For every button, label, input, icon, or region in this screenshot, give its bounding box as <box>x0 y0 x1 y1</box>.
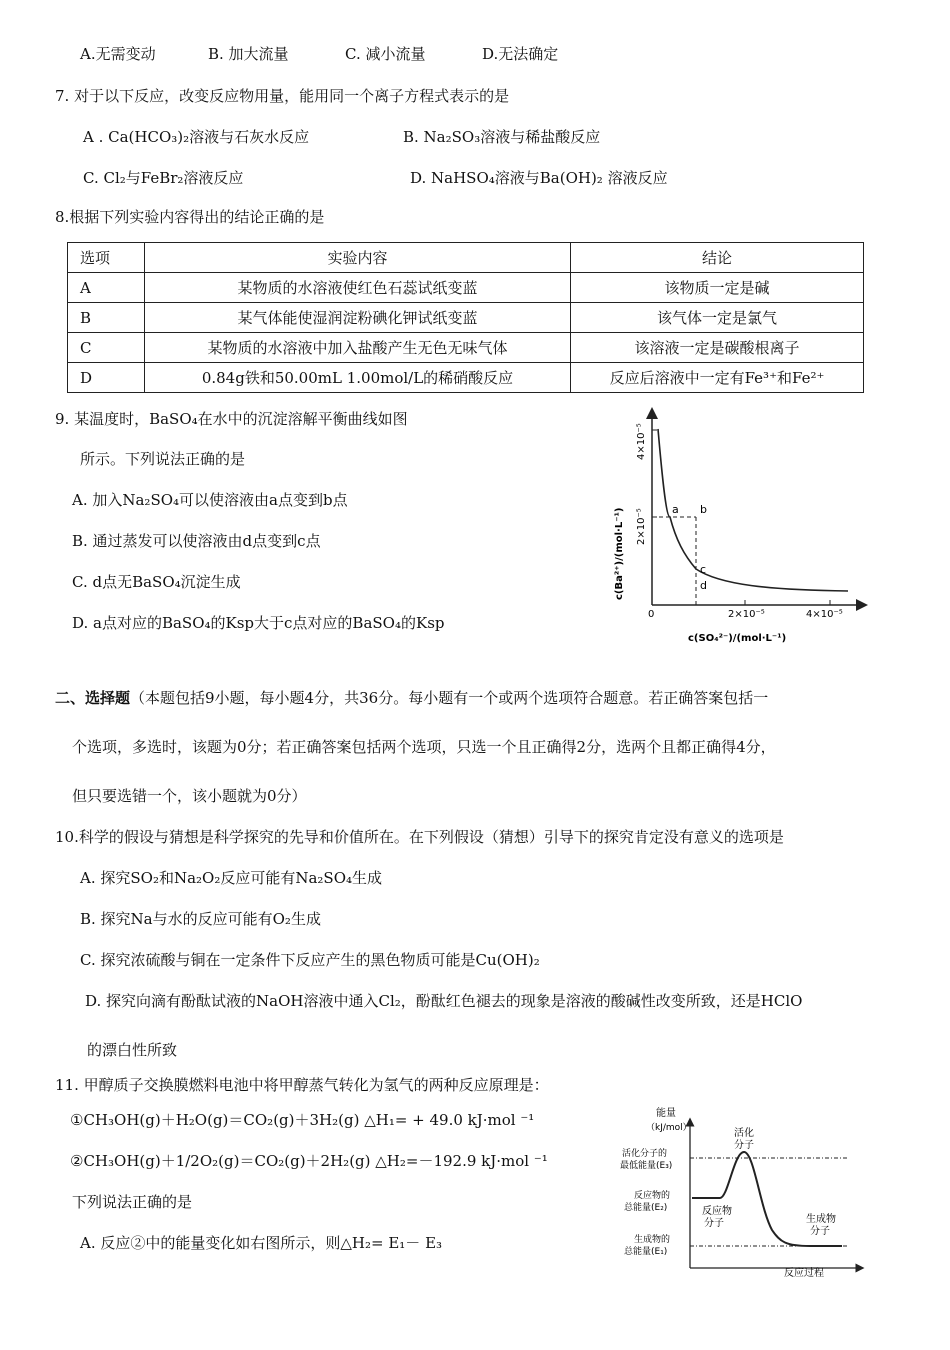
point-d-label: d <box>700 579 707 592</box>
q9-stem-line1: 9. 某温度时，BaSO₄在水中的沉淀溶解平衡曲线如图 <box>55 410 408 428</box>
cell-option: A <box>68 273 145 303</box>
e3-label: 最低能量(E₃) <box>620 1161 673 1171</box>
q7-option-b: B. Na₂SO₃溶液与稀盐酸反应 <box>403 128 601 146</box>
q10-option-d-line2: 的漂白性所致 <box>87 1041 178 1059</box>
q11-ask: 下列说法正确的是 <box>72 1193 193 1211</box>
section2-line1 <box>55 688 768 708</box>
q6-option-c: C. 减小流量 <box>345 45 426 63</box>
q6-option-b: B. 加大流量 <box>208 45 289 63</box>
cell-experiment: 某物质的水溶液中加入盐酸产生无色无味气体 <box>145 333 571 363</box>
q6-option-a: A.无需变动 <box>80 45 156 63</box>
cell-experiment: 某物质的水溶液使红色石蕊试纸变蓝 <box>145 273 571 303</box>
cell-option: C <box>68 333 145 363</box>
section2-instructions: （本题包括9小题，每小题4分，共36分。每小题有一个或两个选项符合题意。若正确答案包括一 <box>130 689 769 707</box>
q7-option-d: D. NaHSO₄溶液与Ba(OH)₂ 溶液反应 <box>410 169 668 187</box>
point-a-label: a <box>672 503 679 516</box>
y-axis-label: 能量 <box>656 1108 676 1119</box>
q10-option-d-line1: D. 探究向滴有酚酞试液的NaOH溶液中通入Cl₂，酚酞红色褪去的现象是溶液的酸碱性改变所致，还是HClO <box>85 992 803 1010</box>
q8-stem: 8.根据下列实验内容得出的结论正确的是 <box>55 208 325 226</box>
reactant-label: 分子 <box>704 1218 724 1229</box>
q7-option-c: C. Cl₂与FeBr₂溶液反应 <box>83 169 244 187</box>
cell-option: D <box>68 363 145 393</box>
cell-conclusion: 反应后溶液中一定有Fe³⁺和Fe²⁺ <box>571 363 864 393</box>
q9-solubility-chart <box>600 405 870 650</box>
table-row <box>68 303 864 333</box>
q9-stem-line2: 所示。下列说法正确的是 <box>80 450 246 468</box>
y-axis-label: c(Ba²⁺)/(mol·L⁻¹) <box>614 507 625 600</box>
q10-option-c: C. 探究浓硫酸与铜在一定条件下反应产生的黑色物质可能是Cu(OH)₂ <box>80 951 540 969</box>
e2-label: 总能量(E₂) <box>624 1203 668 1213</box>
q8-table <box>67 242 864 393</box>
q9-option-b: B. 通过蒸发可以使溶液由d点变到c点 <box>72 532 321 550</box>
point-c-label: c <box>700 563 707 576</box>
q9-option-a: A. 加入Na₂SO₄可以使溶液由a点变到b点 <box>72 491 348 509</box>
cell-conclusion: 该物质一定是碱 <box>571 273 864 303</box>
cell-conclusion: 该溶液一定是碳酸根离子 <box>571 333 864 363</box>
q10-option-b: B. 探究Na与水的反应可能有O₂生成 <box>80 910 321 928</box>
cell-experiment: 0.84g铁和50.00mL 1.00mol/L的稀硝酸反应 <box>145 363 571 393</box>
y-axis-unit: （kJ/mol） <box>646 1123 692 1133</box>
section2-line3: 但只要选错一个，该小题就为0分） <box>72 787 307 805</box>
cell-conclusion: 该气体一定是氯气 <box>571 303 864 333</box>
q9-option-d: D. a点对应的BaSO₄的Ksp大于c点对应的BaSO₄的Ksp <box>72 614 445 632</box>
solubility-curve <box>658 429 848 591</box>
e1-label: 生成物的 <box>634 1235 671 1245</box>
q6-option-d: D.无法确定 <box>482 45 559 63</box>
x-tick-label: 0 <box>648 609 655 620</box>
x-axis-label: c(SO₄²⁻)/(mol·L⁻¹) <box>688 633 787 644</box>
reactant-label: 反应物 <box>702 1206 732 1217</box>
q11-energy-diagram <box>610 1100 870 1278</box>
table-row <box>68 363 864 393</box>
q10-stem: 10.科学的假设与猜想是科学探究的先导和价值所在。在下列假设（猜想）引导下的探究肯定没有意义的选项是 <box>55 828 784 846</box>
q11-stem: 11. 甲醇质子交换膜燃料电池中将甲醇蒸气转化为氢气的两种反应原理是： <box>55 1076 549 1094</box>
cell-experiment: 某气体能使湿润淀粉碘化钾试纸变蓝 <box>145 303 571 333</box>
q9-option-c: C. d点无BaSO₄沉淀生成 <box>72 573 241 591</box>
product-label: 分子 <box>810 1226 830 1237</box>
y-tick-label: 2×10⁻⁵ <box>636 508 647 545</box>
header-option: 选项 <box>68 243 145 273</box>
activated-label: 活化 <box>734 1128 754 1139</box>
x-axis-label: 反应过程 <box>784 1268 824 1278</box>
x-tick-label: 2×10⁻⁵ <box>728 609 765 620</box>
x-tick-label: 4×10⁻⁵ <box>806 609 843 620</box>
e3-label: 活化分子的 <box>622 1149 668 1159</box>
q11-reaction-2: ②CH₃OH(g)＋1/2O₂(g)＝CO₂(g)＋2H₂(g) △H₂=－192.9 kJ·mol ⁻¹ <box>70 1152 548 1170</box>
product-label: 生成物 <box>806 1214 836 1225</box>
section2-title: 二、选择题 <box>55 689 131 707</box>
e2-label: 反应物的 <box>634 1191 671 1201</box>
y-tick-label: 4×10⁻⁵ <box>636 423 647 460</box>
e1-label: 总能量(E₁) <box>624 1247 668 1257</box>
header-conclusion: 结论 <box>571 243 864 273</box>
section2-line2: 个选项，多选时，该题为0分；若正确答案包括两个选项，只选一个且正确得2分，选两个且都正确得4分， <box>72 738 776 756</box>
table-row <box>68 273 864 303</box>
q11-reaction-1: ①CH₃OH(g)＋H₂O(g)＝CO₂(g)＋3H₂(g) △H₁= + 49.0 kJ·mol ⁻¹ <box>70 1111 535 1129</box>
q7-option-a: A . Ca(HCO₃)₂溶液与石灰水反应 <box>83 128 310 146</box>
activated-label: 分子 <box>734 1140 754 1151</box>
header-experiment: 实验内容 <box>145 243 571 273</box>
q11-option-a: A. 反应②中的能量变化如右图所示，则△H₂= E₁－ E₃ <box>80 1234 443 1252</box>
table-row <box>68 333 864 363</box>
point-b-label: b <box>700 503 707 516</box>
table-header-row <box>68 243 864 273</box>
cell-option: B <box>68 303 145 333</box>
q10-option-a: A. 探究SO₂和Na₂O₂反应可能有Na₂SO₄生成 <box>80 869 383 887</box>
q7-stem: 7. 对于以下反应，改变反应物用量，能用同一个离子方程式表示的是 <box>55 87 510 105</box>
